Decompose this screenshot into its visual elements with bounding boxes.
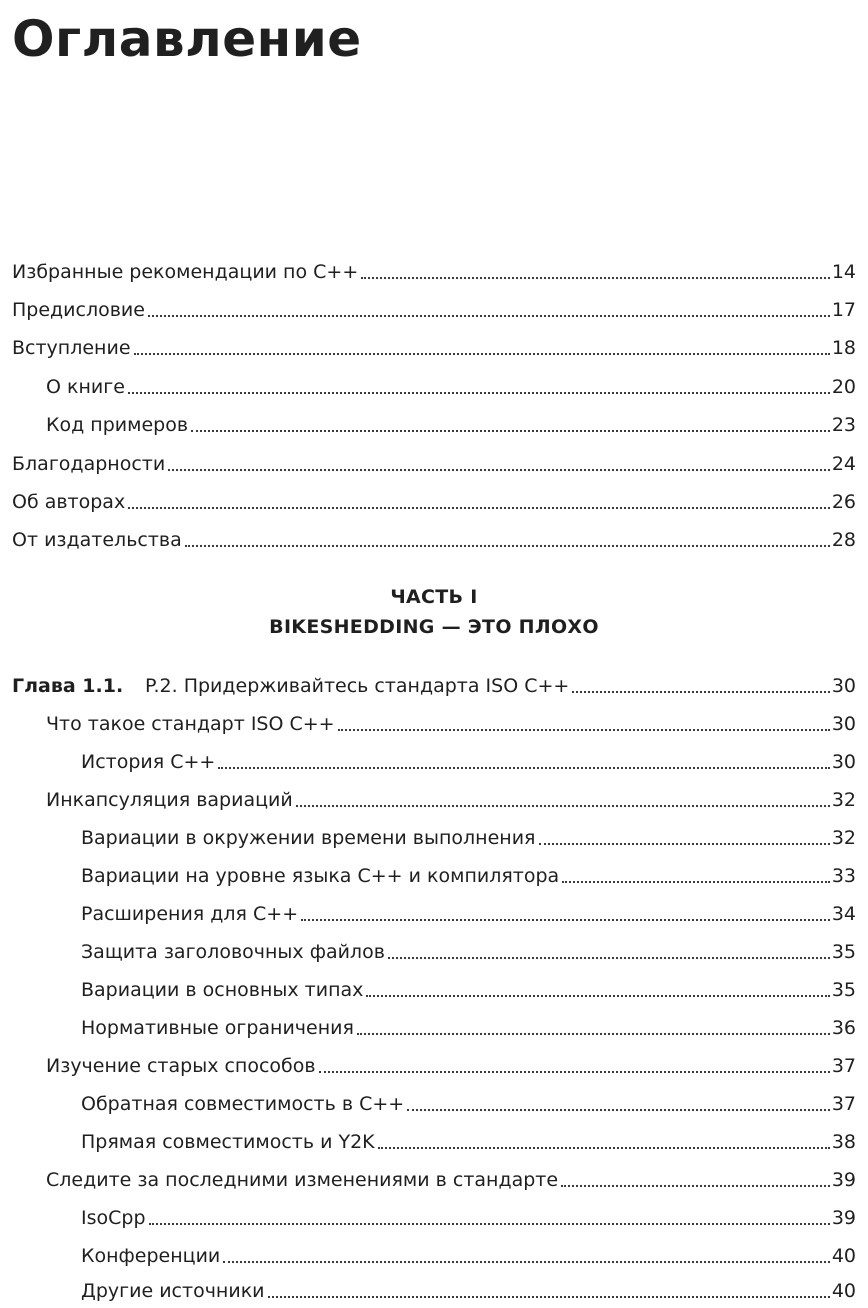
toc-entry-page: 18 [831,337,856,359]
dot-leader [319,1071,830,1073]
toc-entry-page: 20 [831,376,856,398]
dot-leader [357,1033,830,1035]
toc-entry[interactable] [12,254,856,284]
toc-entry[interactable] [81,744,856,774]
dot-leader [378,1147,830,1149]
toc-entry-page: 32 [831,789,856,811]
toc-entry-page: 39 [831,1207,856,1229]
toc-entry-title: Вариации в основных типах [81,979,364,1001]
toc-entry-title: IsoCpp [81,1207,146,1229]
dot-leader [185,545,830,547]
toc-entry-title: Вариации в окружении времени выполнения [81,827,536,849]
dot-leader [562,881,830,883]
toc-entry-page: 40 [831,1245,856,1267]
toc-entry[interactable] [81,1086,856,1116]
toc-entry-page: 30 [831,713,856,735]
toc-entry[interactable] [81,858,856,888]
toc-entry[interactable] [46,706,856,736]
toc-entry[interactable] [81,972,856,1002]
toc-entry-page: 38 [831,1131,856,1153]
toc-entry[interactable] [81,1010,856,1040]
toc-chapter-entry[interactable] [12,668,856,698]
toc-entry[interactable] [12,446,856,476]
toc-entry[interactable] [81,1238,856,1268]
toc-entry-page: 26 [831,491,856,513]
dot-leader [388,957,830,959]
toc-entry[interactable] [81,1273,856,1303]
toc-entry-title: Нормативные ограничения [81,1017,354,1039]
dot-leader [223,1261,830,1263]
toc-entry-title: Расширения для C++ [81,903,299,925]
toc-entry-title: Конференции [81,1245,221,1267]
toc-entry-title: Избранные рекомендации по C++ [12,261,359,283]
toc-entry-page: 39 [831,1169,856,1191]
toc-entry-page: 24 [831,453,856,475]
part-title: BIKESHEDDING — ЭТО ПЛОХО [269,616,599,638]
dot-leader [361,277,830,279]
toc-entry[interactable] [46,1162,856,1192]
dot-leader [134,353,830,355]
toc-entry[interactable] [12,292,856,322]
toc-entry-page: 17 [831,299,856,321]
toc-entry[interactable] [81,934,856,964]
toc-entry-page: 23 [831,414,856,436]
dot-leader [296,805,830,807]
toc-entry-page: 37 [831,1093,856,1115]
toc-entry-title: Предисловие [12,299,145,321]
dot-leader [128,507,830,509]
toc-entry-page: 32 [831,827,856,849]
toc-entry[interactable] [46,782,856,812]
dot-leader [149,1223,830,1225]
toc-entry-page: 35 [831,979,856,1001]
dot-leader [148,315,830,317]
dot-leader [191,430,830,432]
toc-entry-page: 36 [831,1017,856,1039]
toc-entry-title: Другие источники [81,1280,265,1302]
toc-entry-title: Вступление [12,337,131,359]
toc-entry-page: 34 [831,903,856,925]
toc-entry-title: История C++ [81,751,216,773]
toc-entry-title: О книге [46,376,125,398]
toc-entry-title: Изучение старых способов [46,1055,316,1077]
toc-entry[interactable] [46,369,856,399]
toc-entry-page: 33 [831,865,856,887]
part-label: ЧАСТЬ I [390,586,478,608]
toc-entry[interactable] [81,820,856,850]
toc-entry-page: 35 [831,941,856,963]
toc-entry-title: Следите за последними изменениями в стандарте [46,1169,559,1191]
toc-entry-title: Что такое стандарт ISO C++ [46,713,335,735]
toc-entry-page: 28 [831,529,856,551]
toc-entry-title: Код примеров [46,414,189,436]
toc-entry[interactable] [81,896,856,926]
dot-leader [338,729,830,731]
dot-leader [366,995,829,997]
toc-entry[interactable] [12,522,856,552]
toc-entry-title: Инкапсуляция вариаций [46,789,293,811]
toc-entry-page: 37 [831,1055,856,1077]
dot-leader [168,469,830,471]
toc-entry-title: Прямая совместимость и Y2K [81,1131,375,1153]
toc-entry-title: Благодарности [12,453,166,475]
toc-entry[interactable] [81,1200,856,1230]
toc-entry[interactable] [81,1124,856,1154]
toc-entry[interactable] [12,330,856,360]
toc-entry-page: 30 [831,751,856,773]
dot-leader [572,691,829,693]
dot-leader [561,1185,830,1187]
dot-leader [218,767,829,769]
toc-entry-title: Об авторах [12,491,126,513]
chapter-number: Глава 1.1. [12,675,124,697]
toc-entry[interactable] [12,484,856,514]
toc-entry[interactable] [46,1048,856,1078]
toc-entry-title: P.2. Придерживайтесь стандарта ISO C++ [145,675,570,697]
toc-entry-page: 14 [831,261,856,283]
dot-leader [128,392,830,394]
part-heading [0,582,868,642]
toc-entry[interactable] [46,407,856,437]
dot-leader [407,1109,830,1111]
dot-leader [301,919,830,921]
toc-entry-page: 40 [831,1280,856,1302]
page-title: Оглавление [12,10,362,68]
toc-entry-title: Вариации на уровне языка C++ и компилятора [81,865,560,887]
toc-entry-title: Обратная совместимость в C++ [81,1093,405,1115]
toc-entry-title: Защита заголовочных файлов [81,941,385,963]
toc-entry-title: От издательства [12,529,182,551]
dot-leader [539,843,830,845]
dot-leader [268,1296,830,1298]
toc-entry-page: 30 [831,675,856,697]
